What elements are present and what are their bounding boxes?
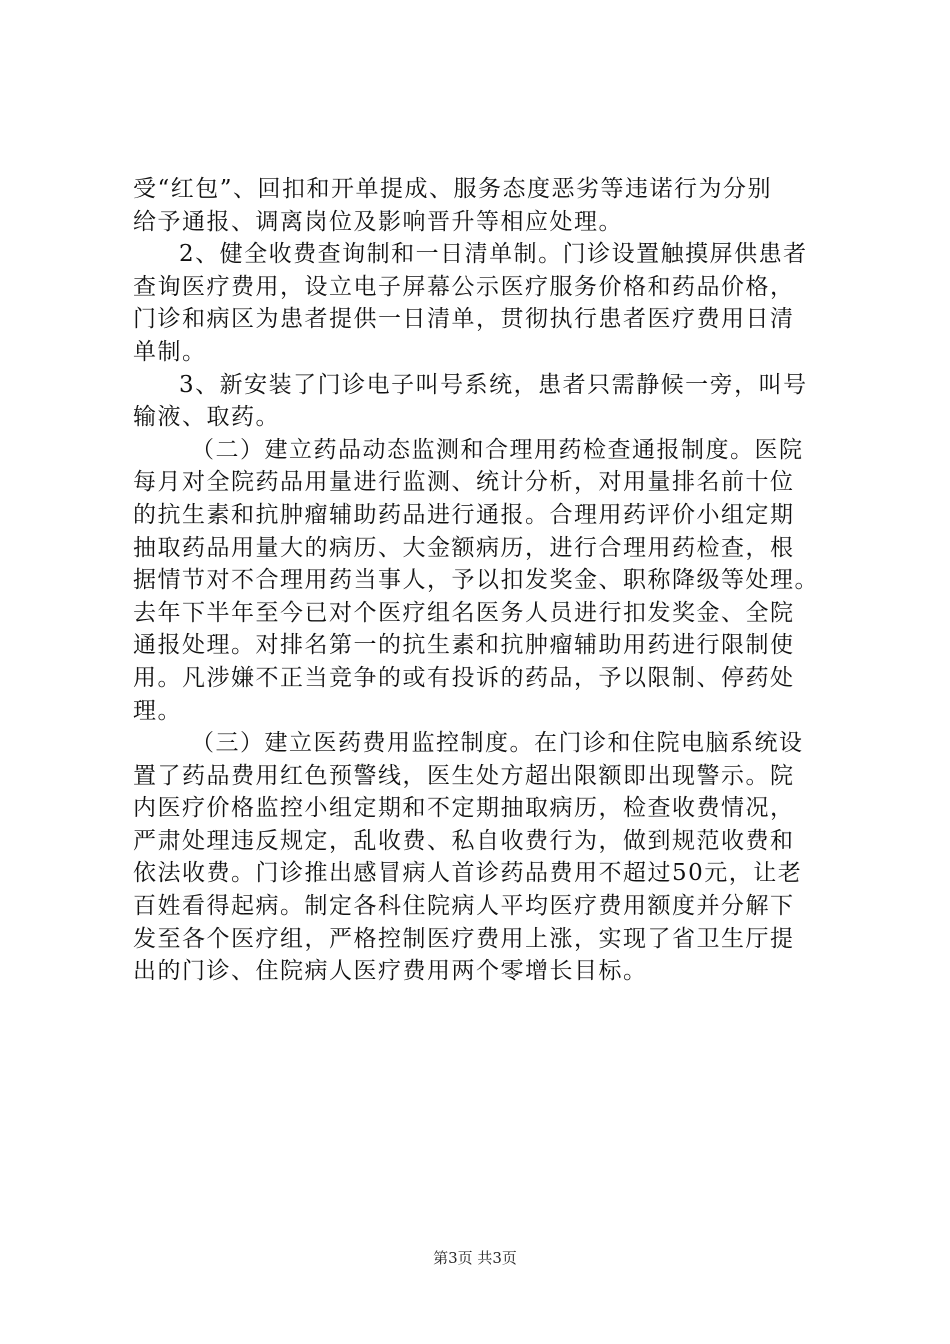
text-line: 通报处理。对排名第一的抗生素和抗肿瘤辅助用药进行限制使 [133, 632, 795, 659]
text-line: 2、健全收费查询制和一日清单制。门诊设置触摸屏供患者 [179, 241, 808, 268]
document-body [133, 173, 833, 988]
text-line: （三）建立医药费用监控制度。在门诊和住院电脑系统设 [191, 730, 804, 757]
text-line: 置了药品费用红色预警线，医生处方超出限额即出现警示。院 [133, 762, 795, 789]
text-line: 3、新安装了门诊电子叫号系统，患者只需静候一旁，叫号 [179, 371, 808, 398]
text-line: 的抗生素和抗肿瘤辅助药品进行通报。合理用药评价小组定期 [133, 501, 795, 528]
text-line: 用。凡涉嫌不正当竞争的或有投诉的药品，予以限制、停药处 [133, 664, 795, 691]
text-line: 严肃处理违反规定，乱收费、私自收费行为，做到规范收费和 [133, 827, 795, 854]
page-number-footer: 第3页 共3页 [433, 1249, 517, 1267]
text-line: 发至各个医疗组，严格控制医疗费用上涨，实现了省卫生厅提 [133, 925, 795, 952]
text-line: 去年下半年至今已对个医疗组名医务人员进行扣发奖金、全院 [133, 599, 795, 626]
text-line: 据情节对不合理用药当事人，予以扣发奖金、职称降级等处理。 [133, 567, 819, 594]
text-line: 给予通报、调离岗位及影响晋升等相应处理。 [133, 208, 623, 235]
text-line: （二）建立药品动态监测和合理用药检查通报制度。医院 [191, 436, 804, 463]
text-line: 单制。 [133, 338, 207, 365]
text-line: 理。 [133, 697, 182, 724]
text-line: 出的门诊、住院病人医疗费用两个零增长目标。 [133, 958, 648, 985]
text-line: 内医疗价格监控小组定期和不定期抽取病历，检查收费情况， [133, 795, 795, 822]
text-line: 输液、取药。 [133, 404, 280, 431]
text-line: 查询医疗费用，设立电子屏幕公示医疗服务价格和药品价格， [133, 273, 795, 300]
text-line: 每月对全院药品用量进行监测、统计分析，对用量排名前十位 [133, 469, 795, 496]
text-line: 百姓看得起病。制定各科住院病人平均医疗费用额度并分解下 [133, 893, 795, 920]
text-line: 抽取药品用量大的病历、大金额病历，进行合理用药检查，根 [133, 534, 795, 561]
text-line: 门诊和病区为患者提供一日清单，贯彻执行患者医疗费用日清 [133, 306, 795, 333]
text-line: 依法收费。门诊推出感冒病人首诊药品费用不超过50元，让老 [133, 860, 803, 887]
text-line: 受“红包”、回扣和开单提成、服务态度恶劣等违诺行为分别 [133, 176, 773, 202]
